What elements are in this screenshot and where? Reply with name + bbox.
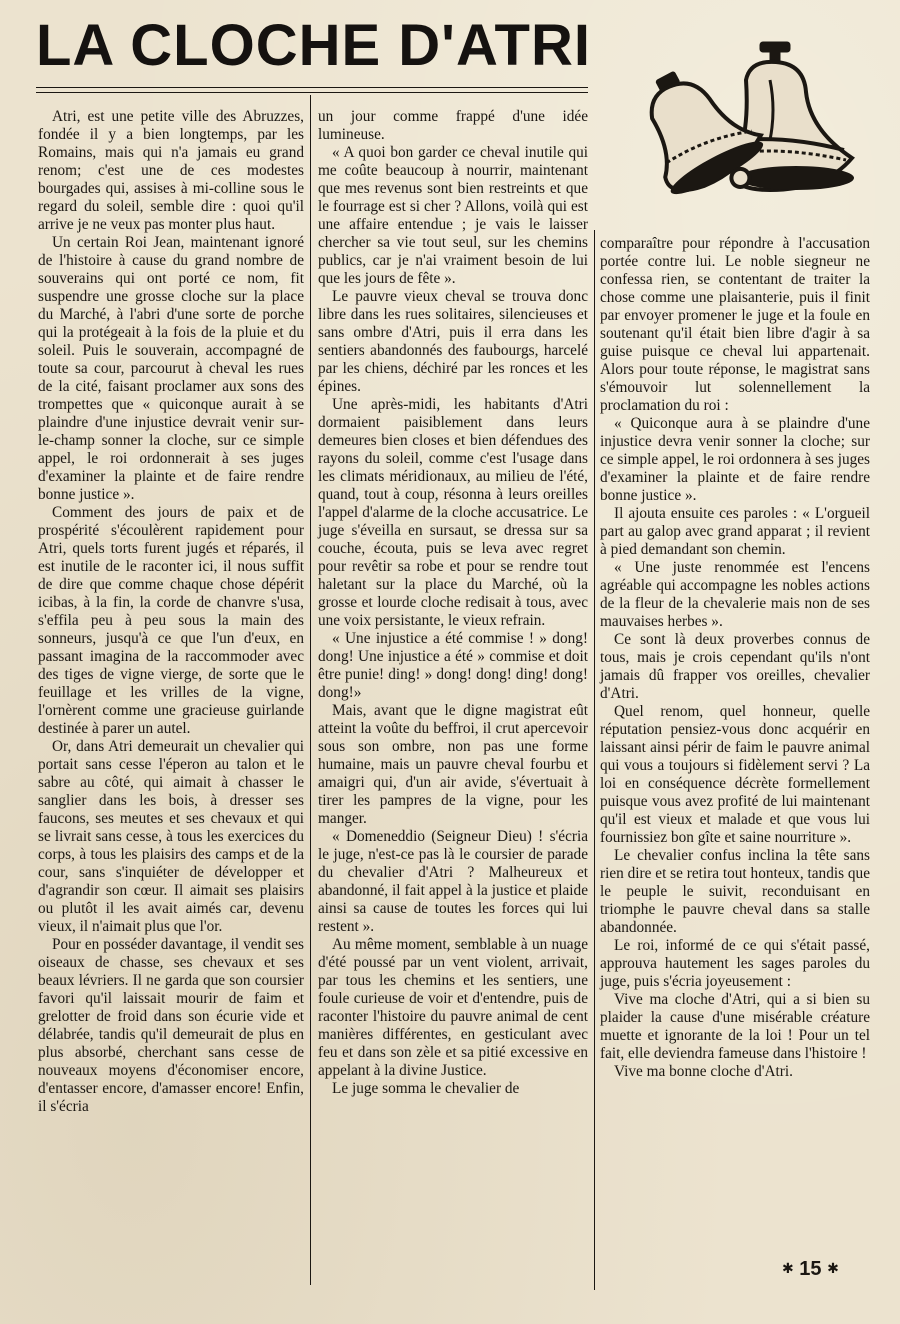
column-right [600,235,870,1081]
star-ornament-icon: ✱ [827,1260,839,1276]
column-left [38,108,304,1116]
article-title: LA CLOCHE D'ATRI [36,13,591,78]
paragraph: Vive ma cloche d'Atri, qui a si bien su plaider la cause d'une misérable créature muette et ignorante de la loi ! Pour un tel fait, elle deviendra fameuse dans l'histoire ! [600,991,870,1062]
column-divider-right [594,230,595,1290]
title-rule-bottom [36,92,588,93]
paragraph: Le chevalier confus inclina la tête sans rien dire et se retira tout honteux, tandis que le peuple le suivit, reconduisant en triomphe le pauvre cheval dans sa stalle abandonnée. [600,847,870,936]
paragraph: comparaître pour répondre à l'accusation portée contre lui. Le noble siegneur ne confessa rien, se contentant de traiter la chose comme une plaisanterie, puis il finit par envoyer promener le juge et la foule en soutenant qu'il était bien libre d'agir à sa guise puisque ce cheval lui appartenait. Alors pour toute réponse, le magistrat sans s'émouvoir lut solennellement la proclamation du roi : [600,235,870,414]
paragraph: Pour en posséder davantage, il vendit ses oiseaux de chasse, ses chevaux et ses beaux lévriers. Il ne garda que son coursier favori qu'il laissait mourir de faim et grelotter de froid dans son écurie vide et délabrée, tandis qu'il demeurait de plus en plus absorbé, cherchant sans cesse de nouveaux moyens d'économiser encore, d'entasser encore, d'amasser encore! Enfin, il s'écria [38,936,304,1115]
paragraph: Or, dans Atri demeurait un chevalier qui portait sans cesse l'éperon au talon et le sabre au côté, qui aimait à chasser le sanglier dans les bois, à dresser ses faucons, ses meutes et ses chevaux et qui se livrait sans cesse, à tous les exercices du corps, à tous les plaisirs des camps et de la cour, sans s'inquiéter de développer et d'agrandir son cœur. Il aimait ses plaisirs ou plutôt il les avait aimés car, devenu vieux, il n'aimait plus que l'or. [38,738,304,935]
paragraph: Il ajouta ensuite ces paroles : « L'orgueil part au galop avec grand apparat ; il revient à pied demandant son chemin. [600,505,870,558]
paragraph: Au même moment, semblable à un nuage d'été poussé par un vent violent, arrivait, par tous les chemins et les sentiers, une foule curieuse de voir et d'entendre, puis de raconter l'histoire du pauvre animal de cent manières différentes, en gesticulant avec feu et dans son zèle et sa pitié excessive en appelant à la divine Justice. [318,936,588,1079]
star-ornament-icon: ✱ [782,1260,794,1276]
paragraph: « Une injustice a été commise ! » dong! dong! Une injustice a été » commise et doit être punie! ding! » dong! dong! ding! dong! dong!» [318,630,588,701]
paragraph: Un certain Roi Jean, maintenant ignoré de l'histoire à cause du grand nombre de souverains qui ont porté ce nom, fit suspendre une grosse cloche sur la place du Marché, à l'abri d'une sorte de porche qui la protégeait à la fois de la pluie et du soleil. Puis le souverain, accompagné de toute sa cour, parcourut à cheval les rues de la cité, faisant proclamer aux sons des trompettes que « quiconque aurait à se plaindre d'une injustice devrait venir sur-le-champ sonner la cloche, sur ce simple appel, le roi ordonnerait à ses juges d'examiner la plainte et de faire rendre bonne justice ». [38,234,304,503]
column-middle [318,108,588,1098]
paragraph: « Quiconque aura à se plaindre d'une injustice devra venir sonner la cloche; sur ce simple appel, le roi ordonnera à ses juges d'examiner la plainte et de faire rendre bonne justice ». [600,415,870,504]
paragraph: Comment des jours de paix et de prospérité s'écoulèrent rapidement pour Atri, quels torts furent jugés et réparés, il est inutile de le raconter ici, il nous suffit de dire que comme chaque chose dépérit icibas, à la fin, la corde de chanvre s'usa, s'effila peu à peu sous la main des sonneurs, jusqu'à ce que l'un d'eux, en passant imagina de la raccommoder avec des tiges de vigne vierge, de sorte que le feuillage et les vrilles de la vigne, l'ornèrent comme une gracieuse guirlande destinée à parer un autel. [38,504,304,737]
paragraph: Quel renom, quel honneur, quelle réputation pensiez-vous donc acquérir en laissant ainsi périr de faim le pauvre animal qui vous a toujours si fidèlement servi ? La loi en conséquence décrète formellement puisque vous avez profité de lui maintenant qu'il est vieux et malade et que vous lui fournissiez bon gîte et saine nourriture ». [600,703,870,846]
page-number-value: 15 [799,1258,822,1280]
paragraph: « Domeneddio (Seigneur Dieu) ! s'écria le juge, n'est-ce pas là le coursier de parade du chevalier d'Atri ? Malheureux et abandonné, il fait appel à la justice et plaide ainsi sa cause de toutes les forces qui lui restent ». [318,828,588,935]
paragraph: Vive ma bonne cloche d'Atri. [614,1063,793,1080]
paragraph: « A quoi bon garder ce cheval inutile qui me coûte beaucoup à nourrir, maintenant que mes revenus sont bien restreints et que le fourrage est si cher ? Allons, voilà qui est une affaire entendue ; je vais le laisser chercher sa vie tout seul, sur les chemins publics, car je n'ai vraiment besoin de lui que les jours de fête ». [318,144,588,287]
paragraph: Ce sont là deux proverbes connus de tous, mais je crois cependant qu'ils n'ont jamais dû frapper vos oreilles, chevalier d'Atri. [600,631,870,702]
paragraph: Atri, est une petite ville des Abruzzes, fondée il y a bien longtemps, par les Romains, mais qui n'a jamais eu grand renom; c'est une de ces modestes bourgades qui, assises à mi-colline sous le regard du soleil, semble dire : quoi qu'il arrive je ne veux pas monter plus haut. [38,108,304,233]
column-divider-left [310,95,311,1285]
paragraph: Mais, avant que le digne magistrat eût atteint la voûte du beffroi, il crut apercevoir sous son ombre, non pas une forme humaine, mais un pauvre cheval fourbu et amaigri qui, d'un air avide, s'évertuait à tirer les pampres de la vigne, pour les manger. [318,702,588,827]
bells-illustration-icon [620,40,870,200]
paragraph: Le pauvre vieux cheval se trouva donc libre dans les rues solitaires, silencieuses et sans ombre d'Atri, puis il erra dans les sentiers abandonnés des faubourgs, harcelé par les chiens, déchiré par les ronces et les épines. [318,288,588,395]
paragraph: Le juge somma le chevalier de [332,1080,520,1097]
title-rule-top [36,87,588,88]
paragraph: un jour comme frappé d'une idée lumineuse. [318,108,588,143]
paragraph: Le roi, informé de ce qui s'était passé, approuva hautement les sages paroles du juge, puis s'écria joyeusement : [600,937,870,990]
paragraph: Une après-midi, les habitants d'Atri dormaient paisiblement dans leurs demeures bien closes et bien défendues des rayons du soleil, comme c'est l'usage dans les climats méridionaux, au milieu de l'été, quand, tout à coup, résonna à leurs oreilles l'appel d'alarme de la cloche accusatrice. Le juge s'éveilla en sursaut, se dressa sur sa couche, écouta, puis se leva avec regret pour revêtir sa robe et pour se rendre tout haletant sur la place du Marché, où la grosse et lourde cloche redisait à tous, avec une voix persistante, le vieux refrain. [318,396,588,629]
page-number [782,1258,839,1281]
paragraph: « Une juste renommée est l'encens agréable qui accompagne les nobles actions de la fleur de la chevalerie mais non de ses mauvaises herbes ». [600,559,870,630]
